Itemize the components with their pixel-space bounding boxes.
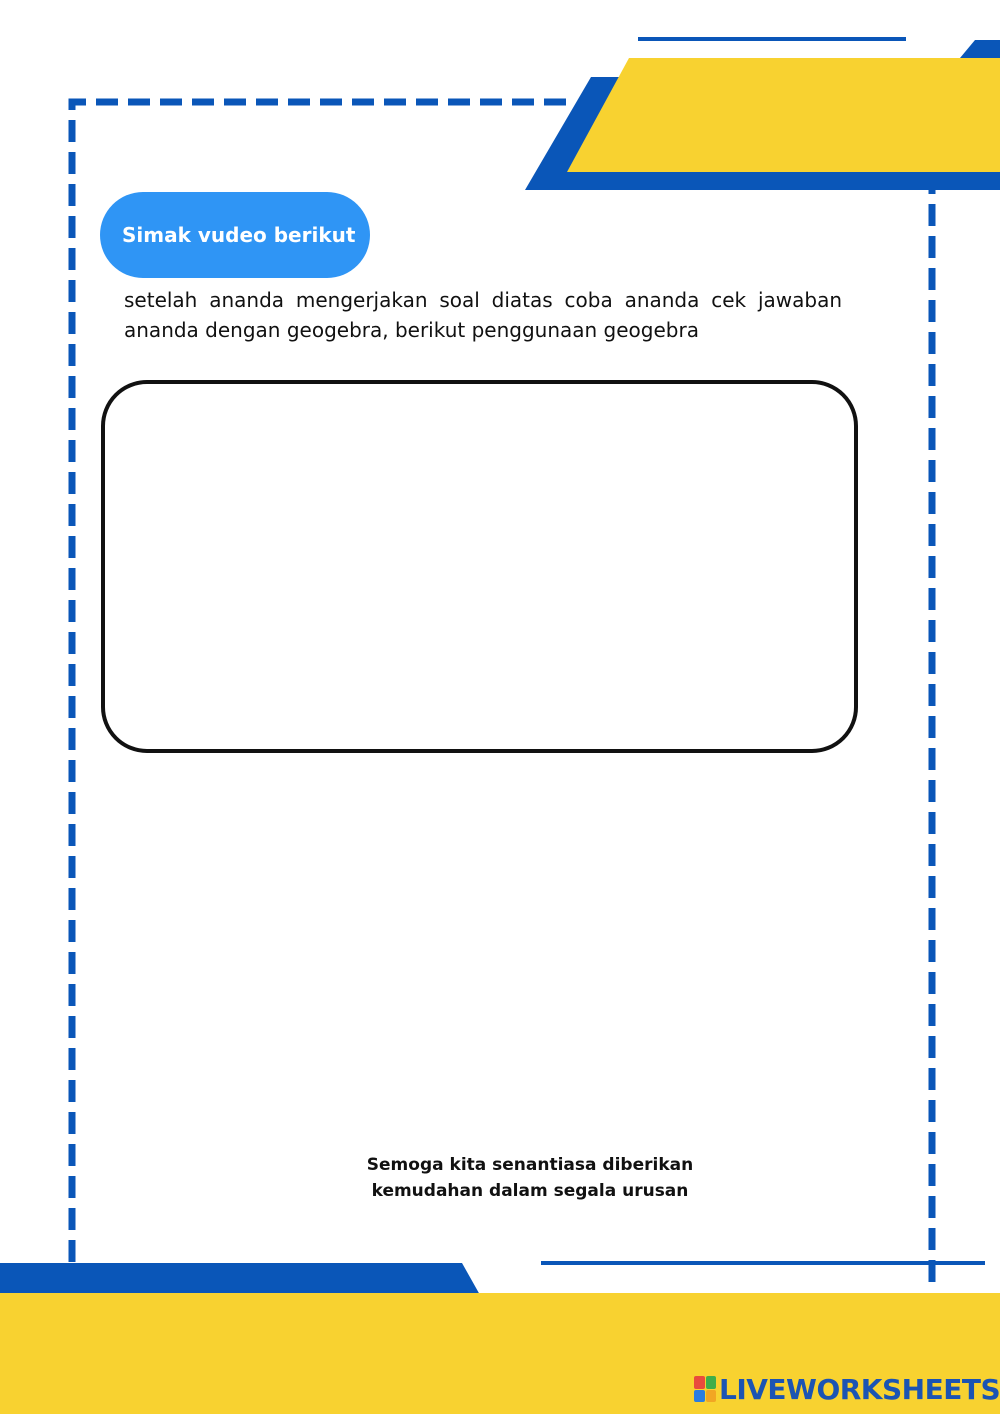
closing-line-2: kemudahan dalam segala urusan — [371, 1181, 689, 1201]
bottom-blue-band — [0, 1263, 480, 1295]
closing-line-1: Semoga kita senantiasa diberikan — [366, 1155, 694, 1175]
instruction-text: setelah ananda mengerjakan soal diatas coba ananda cek jawaban ananda dengan geogebra, berikut penggunaan geogebra — [124, 288, 842, 342]
top-yellow-band — [567, 58, 1000, 172]
liveworksheets-logo — [694, 1372, 1000, 1406]
section-label-pill: Simak vudeo berikut — [100, 192, 370, 278]
top-blue-corner — [960, 40, 1000, 58]
logo-icon — [694, 1376, 716, 1402]
video-placeholder[interactable] — [101, 380, 858, 753]
brand-name: LIVEWORKSHEETS — [719, 1372, 1000, 1406]
closing-message — [330, 1152, 730, 1204]
